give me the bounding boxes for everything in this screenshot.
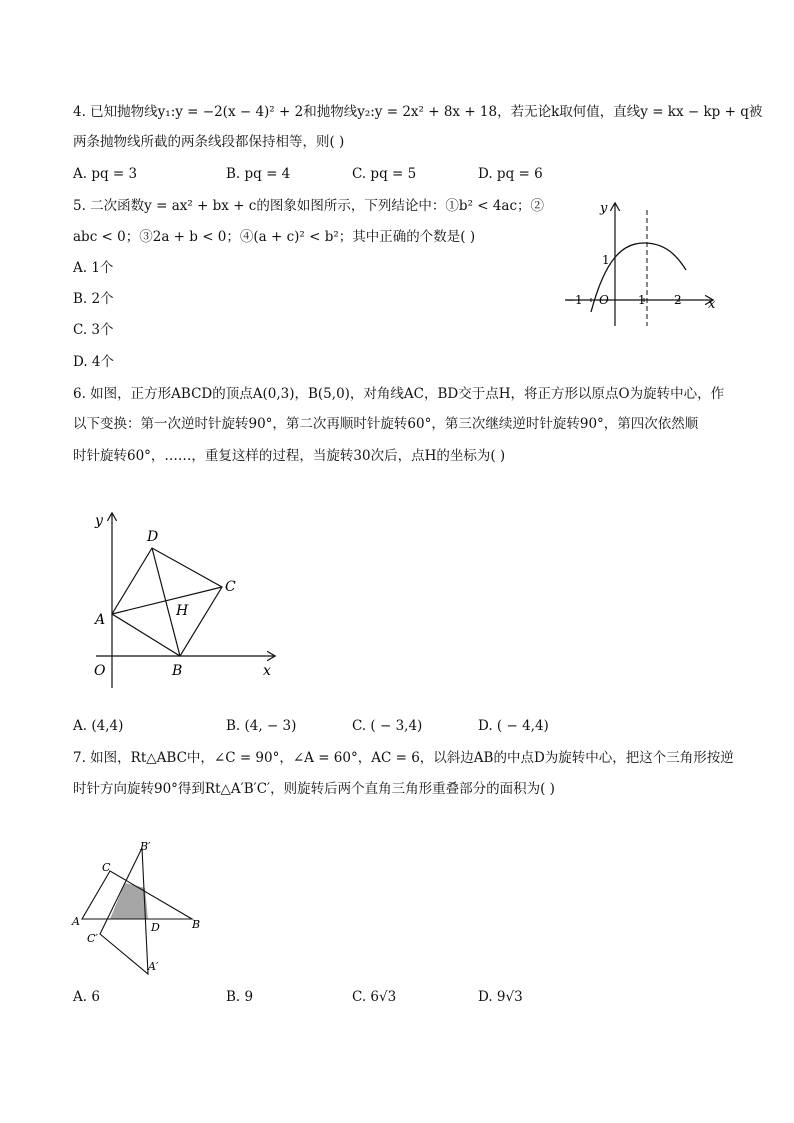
q5-option-c[interactable]: C. 3个 — [73, 322, 114, 338]
q7-option-c[interactable]: C. 6√3 — [352, 989, 397, 1005]
q5-option-b[interactable]: B. 2个 — [73, 291, 114, 307]
q4-option-c[interactable]: C. pq = 5 — [352, 166, 417, 182]
q7-point-b-prime: B′ — [140, 840, 151, 853]
q6-point-a: A — [95, 612, 106, 628]
q5-y-tick-1: 1 — [602, 253, 610, 267]
q5-tick-2: 2 — [674, 293, 682, 307]
q7-point-a: A — [72, 915, 80, 928]
q6-stem-line2: 以下变换：第一次逆时针旋转90°，第二次再顺时针旋转60°，第三次继续逆时针旋转90°，第四次依然顺 — [73, 416, 699, 432]
q7-stem-line2: 时针方向旋转90°得到Rt△A′B′C′，则旋转后两个直角三角形重叠部分的面积为( ) — [73, 781, 555, 797]
q4-stem-line2: 两条抛物线所截的两条线段都保持相等，则( ) — [73, 134, 345, 150]
q6-x-label: x — [263, 663, 271, 679]
q6-diagonal-bd — [152, 548, 180, 656]
q5-tick-neg1: −1 — [565, 293, 583, 307]
q6-diagonal-ac — [112, 587, 222, 614]
q6-option-d[interactable]: D. ( − 4,4) — [478, 718, 549, 734]
q7-triangle-figure — [68, 836, 208, 976]
q4-option-d[interactable]: D. pq = 6 — [478, 166, 543, 182]
q7-point-a-prime: A′ — [148, 960, 159, 973]
q4-stem-line1: 4. 已知抛物线y₁:y = −2(x − 4)² + 2和抛物线y₂:y = 2x² + 8x + 18，若无论k取何值，直线y = kx − kp + q被 — [73, 104, 763, 120]
q6-option-c[interactable]: C. ( − 3,4) — [352, 718, 423, 734]
q5-option-d[interactable]: D. 4个 — [73, 354, 115, 370]
q7-stem-line1: 7. 如图，Rt△ABC中，∠C = 90°，∠A = 60°，AC = 6，以斜边AB的中点D为旋转中心，把这个三角形按逆 — [73, 750, 734, 766]
q6-option-b[interactable]: B. (4, − 3) — [226, 718, 297, 734]
q6-y-label: y — [95, 513, 103, 529]
q6-stem-line1: 6. 如图，正方形ABCD的顶点A(0,3)，B(5,0)，对角线AC，BD交于点H，将正方形以原点O为旋转中心，作 — [73, 386, 725, 402]
q7-point-c: C — [102, 861, 111, 874]
q7-point-b: B — [192, 918, 201, 931]
q7-option-b[interactable]: B. 9 — [226, 989, 254, 1005]
q7-point-d: D — [151, 921, 160, 934]
q5-parabola-figure — [560, 198, 725, 333]
q5-tick-1: 1 — [638, 293, 646, 307]
q7-option-a[interactable]: A. 6 — [73, 989, 100, 1005]
q6-square-abcd — [112, 548, 222, 656]
q6-point-b: B — [172, 663, 183, 679]
q5-stem-line1: 5. 二次函数y = ax² + bx + c的图象如图所示，下列结论中：①b² < 4ac；② — [73, 198, 545, 214]
q7-option-d[interactable]: D. 9√3 — [478, 989, 523, 1005]
q6-stem-line3: 时针旋转60°，……，重复这样的过程，当旋转30次后，点H的坐标为( ) — [73, 448, 506, 464]
q6-point-d: D — [147, 529, 159, 545]
q4-option-b[interactable]: B. pq = 4 — [226, 166, 291, 182]
q7-point-c-prime: C′ — [87, 932, 98, 945]
q5-origin-label: O — [599, 293, 609, 307]
q5-option-a[interactable]: A. 1个 — [73, 260, 114, 276]
q6-point-c: C — [225, 579, 236, 595]
q4-option-a[interactable]: A. pq = 3 — [73, 166, 138, 182]
q6-option-a[interactable]: A. (4,4) — [73, 718, 124, 734]
q5-y-label: y — [600, 201, 608, 216]
q5-stem-line2: abc < 0；③2a + b < 0；④(a + c)² < b²；其中正确的个数是( ) — [73, 229, 476, 245]
q6-square-figure — [88, 508, 288, 693]
q6-origin-label: O — [94, 663, 106, 679]
q5-x-label: x — [708, 297, 716, 312]
q6-point-h: H — [176, 603, 189, 619]
